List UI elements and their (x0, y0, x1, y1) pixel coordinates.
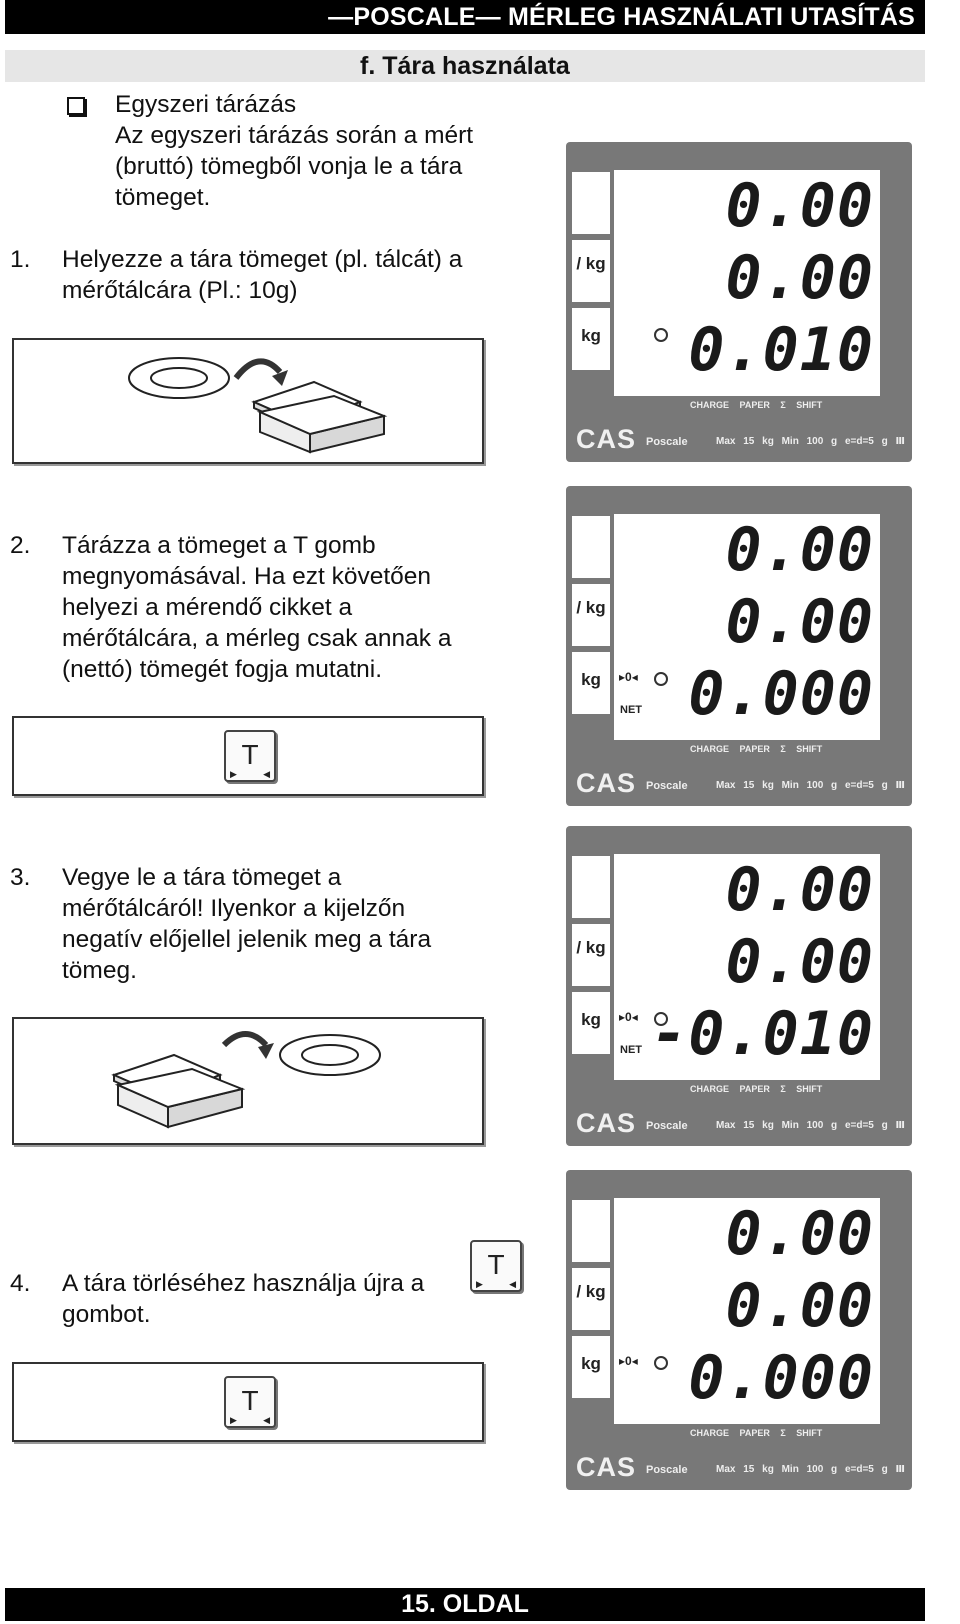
shift-label: SHIFT (796, 1084, 823, 1094)
display-side-box (572, 924, 610, 986)
display-side-box (572, 584, 610, 646)
lcd-screen (614, 1198, 880, 1424)
min-label: Min 100 g (781, 436, 838, 447)
accuracy-class-icon: Ⅲ (895, 436, 905, 447)
brand-logo: CAS (576, 1108, 637, 1138)
page-number: 15. OLDAL (401, 1590, 529, 1618)
accuracy-class-icon: Ⅲ (895, 780, 905, 791)
step-line: Helyezze a tára tömeget (pl. tálcát) a (62, 246, 463, 273)
min-label: Min 100 g (781, 1464, 838, 1475)
display-side-box (572, 240, 610, 302)
model-label: Poscale (646, 1120, 688, 1132)
step-number: 4. (10, 1270, 31, 1297)
step-line: mérőtálcára (Pl.: 10g) (62, 277, 298, 304)
lcd-screen (614, 170, 880, 396)
spec-labels (716, 1464, 905, 1475)
scale-display (566, 486, 912, 806)
illustration-press-tare (12, 1362, 484, 1442)
step-line: Tárázza a tömeget a T gomb (62, 532, 376, 559)
net-indicator: NET (620, 1044, 642, 1056)
step-line: tömeg. (62, 957, 137, 984)
illustration-place-tare (12, 338, 484, 464)
illustration-remove-tare (12, 1017, 484, 1145)
tare-key-label: T (241, 739, 259, 770)
tare-key-icon: ▶ T ◀ (224, 1376, 276, 1428)
intro-line: Az egyszeri tárázás során a mért (115, 122, 474, 149)
tare-key-icon: ▶ T ◀ (224, 730, 276, 782)
stable-indicator-icon (654, 672, 668, 686)
division-label: e=d=5 g (844, 1464, 888, 1475)
min-label: Min 100 g (781, 1120, 838, 1131)
page-header-bar (5, 0, 925, 34)
max-label: Max 15 kg (716, 1464, 774, 1475)
display-side-box (572, 856, 610, 918)
kg-label: kg (581, 1010, 601, 1029)
unit-price-readout: 0.00 (725, 515, 874, 585)
kg-label: kg (581, 670, 601, 689)
display-side-box (572, 1336, 610, 1398)
tare-key-icon: ▶ T ◀ (470, 1240, 522, 1292)
zero-indicator: ▸0◂ (619, 1010, 638, 1024)
unit-price-readout: 0.00 (725, 855, 874, 925)
accuracy-class-icon: Ⅲ (895, 1464, 905, 1475)
spec-labels (716, 780, 905, 791)
total-readout: 0.00 (725, 1271, 874, 1341)
charge-paper-label: CHARGE PAPER (690, 400, 770, 410)
display-side-box (572, 652, 610, 714)
stable-indicator-icon (654, 1356, 668, 1370)
shift-label: SHIFT (796, 400, 823, 410)
curved-arrow-icon (236, 361, 288, 386)
section-title: f. Tára használata (360, 52, 570, 80)
scale-icon (254, 382, 384, 452)
scale-illustration (14, 340, 482, 462)
per-kg-label: / kg (576, 254, 606, 273)
net-indicator: NET (620, 704, 642, 716)
tray-icon (129, 358, 229, 398)
division-label: e=d=5 g (844, 436, 888, 447)
step-number: 3. (10, 864, 31, 891)
display-side-box (572, 992, 610, 1054)
max-label: Max 15 kg (716, 436, 774, 447)
unit-price-readout: 0.00 (725, 1199, 874, 1269)
step-number: 2. (10, 532, 31, 559)
intro-line: tömeget. (115, 184, 211, 211)
unit-price-readout: 0.00 (725, 171, 874, 241)
division-label: e=d=5 g (844, 1120, 888, 1131)
weight-readout: -0.010 (651, 999, 874, 1069)
model-label: Poscale (646, 436, 688, 448)
zero-indicator: ▸0◂ (619, 1354, 638, 1368)
scale-display (566, 1170, 912, 1490)
lcd-screen (614, 514, 880, 740)
spec-labels (716, 1120, 905, 1131)
scale-display (566, 826, 912, 1146)
shift-label: SHIFT (796, 744, 823, 754)
step-line: (nettó) tömegét fogja mutatni. (62, 656, 383, 683)
accuracy-class-icon: Ⅲ (895, 1120, 905, 1131)
weight-readout: 0.000 (688, 1343, 874, 1413)
checkbox-icon (67, 97, 85, 115)
sigma-label: Σ (780, 744, 786, 754)
shift-label: SHIFT (796, 1428, 823, 1438)
weight-readout: 0.010 (688, 315, 874, 385)
total-readout: 0.00 (725, 927, 874, 997)
per-kg-label: / kg (576, 1282, 606, 1301)
total-readout: 0.00 (725, 243, 874, 313)
step-number: 1. (10, 246, 31, 273)
display-side-box (572, 516, 610, 578)
sigma-label: Σ (780, 400, 786, 410)
step-line: gombot. (62, 1301, 151, 1328)
page-header-title: —POSCALE— MÉRLEG HASZNÁLATI UTASÍTÁS (328, 3, 915, 31)
step-line: mérőtálcára, a mérleg csak annak a (62, 625, 452, 652)
stable-indicator-icon (654, 328, 668, 342)
step-line: Vegye le a tára tömeget a (62, 864, 342, 891)
scale-illustration (14, 1019, 482, 1143)
charge-paper-label: CHARGE PAPER (690, 1428, 770, 1438)
step-line: mérőtálcáról! Ilyenkor a kijelzőn (62, 895, 406, 922)
step-line: A tára törléséhez használja újra a (62, 1270, 425, 1297)
intro-heading: Egyszeri tárázás (115, 91, 297, 118)
charge-paper-label: CHARGE PAPER (690, 744, 770, 754)
brand-logo: CAS (576, 1452, 637, 1482)
display-function-labels (690, 744, 822, 754)
illustration-press-tare (12, 716, 484, 796)
max-label: Max 15 kg (716, 1120, 774, 1131)
display-side-box (572, 1200, 610, 1262)
display-side-box (572, 1268, 610, 1330)
spec-labels (716, 436, 905, 447)
brand-logo: CAS (576, 424, 637, 454)
model-label: Poscale (646, 1464, 688, 1476)
display-function-labels (690, 1428, 822, 1438)
brand-logo: CAS (576, 768, 637, 798)
intro-line: (bruttó) tömegből vonja le a tára (115, 153, 463, 180)
sigma-label: Σ (780, 1084, 786, 1094)
charge-paper-label: CHARGE PAPER (690, 1084, 770, 1094)
tare-key-label: T (241, 1385, 259, 1416)
per-kg-label: / kg (576, 938, 606, 957)
tare-key-label: T (487, 1249, 505, 1280)
per-kg-label: / kg (576, 598, 606, 617)
min-label: Min 100 g (781, 780, 838, 791)
step-line: negatív előjellel jelenik meg a tára (62, 926, 432, 953)
model-label: Poscale (646, 780, 688, 792)
display-function-labels (690, 1084, 822, 1094)
max-label: Max 15 kg (716, 780, 774, 791)
display-side-box (572, 172, 610, 234)
step-line: helyezi a mérendő cikket a (62, 594, 353, 621)
step-line: megnyomásával. Ha ezt követően (62, 563, 432, 590)
zero-indicator: ▸0◂ (619, 670, 638, 684)
weight-readout: 0.000 (688, 659, 874, 729)
display-side-box (572, 308, 610, 370)
total-readout: 0.00 (725, 587, 874, 657)
sigma-label: Σ (780, 1428, 786, 1438)
scale-display (566, 142, 912, 462)
kg-label: kg (581, 326, 601, 345)
tray-icon (280, 1035, 380, 1075)
lcd-screen (614, 854, 880, 1080)
scale-icon (114, 1055, 242, 1127)
display-function-labels (690, 400, 822, 410)
division-label: e=d=5 g (844, 780, 888, 791)
curved-arrow-icon (224, 1034, 274, 1059)
kg-label: kg (581, 1354, 601, 1373)
